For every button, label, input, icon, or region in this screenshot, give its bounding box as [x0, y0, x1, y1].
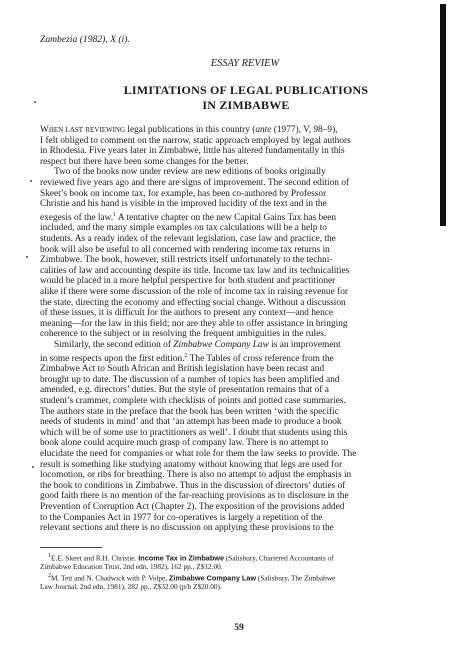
- article-body: [40, 125, 438, 534]
- footnotes: [40, 552, 438, 592]
- scan-speck: [34, 101, 36, 103]
- page-spine-edge: [440, 4, 446, 226]
- article-title-line-1: LIMITATIONS OF LEGAL PUBLICATIONS: [123, 83, 369, 97]
- article-title-line-2: IN ZIMBABWE: [202, 98, 290, 112]
- body-line: student’s crammer, complete with checklists of points and potted case summaries.: [40, 396, 346, 407]
- body-line: in some respects upon the first edition.$^2$ The Tables of cross reference from the: [40, 352, 334, 364]
- body-line: I felt obliged to comment on the narrow, static approach employed by legal authors: [40, 135, 351, 146]
- body-line: locomotion, or ribs for breathing. There is also no attempt to adjust the emphasis in: [40, 470, 352, 481]
- scan-speck: [32, 466, 34, 468]
- body-line: brought up to date. The discussion of a number of topics has been amplified and: [40, 374, 340, 385]
- journal-reference: Zambezia (1982), X (i).: [40, 34, 130, 45]
- body-line: the state, directing the economy and effecting social change. Without a discussion: [40, 297, 346, 308]
- body-line: to the Companies Act in 1977 for co-operatives is largely a repetition of the: [40, 512, 323, 523]
- footnote-divider: [40, 547, 102, 548]
- body-line: When last reviewing legal publications in this country (ante (1977), V, 98–9),: [40, 125, 338, 135]
- body-line: in Rhodesia. Five years later in Zimbabwe, little has altered fundamentally in this: [40, 146, 345, 157]
- body-line: Christie and his hand is visible in the improved lucidity of the text and in the: [40, 199, 327, 210]
- footnote-ref[interactable]: 1: [113, 211, 117, 218]
- lead-in: When last reviewing: [40, 125, 126, 135]
- body-line: of these issues, it is difficult for the authors to present any context—and hence: [40, 308, 334, 319]
- body-line: exegesis of the law.$^1$ A tentative chapter on the new Capital Gains Tax has been: [40, 211, 337, 223]
- page-number: 59: [234, 622, 244, 633]
- body-line: would be placed in a more helpful perspective for both student and practitioner: [40, 276, 336, 287]
- body-line: Zimbabwe. The book, however, still restricts itself unfortunately to the techni-: [40, 255, 333, 266]
- footnote-2-continued: Law Journal, 2nd edn, 1981), 282 pp., Z$32.00 (p/b Z$20.00).: [40, 582, 222, 592]
- body-line: which will be of some use to practitioners as well’. I doubt that students using this: [40, 427, 348, 438]
- section-label: ESSAY REVIEW: [210, 58, 280, 69]
- document-page: [40, 34, 438, 633]
- body-line: alike if there were some discussion of the role of income tax in raising revenue for: [40, 287, 348, 298]
- body-line: meaning—for the law in this field; nor are they able to offer assistance in bringing: [40, 318, 348, 329]
- body-line: elucidate the need for companies or what role for them the law seeks to provide. The: [40, 449, 357, 460]
- body-line: good faith there is no mention of the far-reaching provisions as to disclosure in the: [40, 491, 349, 502]
- body-line: respect but there have been some changes for the better.: [40, 156, 249, 167]
- body-line: Prevention of Corruption Act (Chapter 2). The exposition of the provisions added: [40, 502, 345, 512]
- body-line: The authors state in the preface that the book has been written ‘with the specific: [40, 406, 339, 417]
- body-line: book alone could acquire much grasp of company law. There is no attempt to: [40, 438, 329, 449]
- body-line: coherence to the subject or in resolving the frequent ambiguities in the rules.: [40, 329, 327, 340]
- footnote-1: $^1$E.E. Skeet and R.H. Christie. Income Tax in Zimbabwe (Salisbury, Chartered Accountants of: [48, 552, 334, 563]
- body-line: Similarly, the second edition of Zimbabwe Company Law is an improvement: [54, 339, 341, 350]
- body-line: calities of law and accounting despite its title. Income tax law and its technicalities: [40, 265, 350, 276]
- body-line: book will also be useful to all concerned with rendering income tax returns in: [40, 244, 330, 255]
- body-line: result is something like studying anatomy without knowing that legs are used for: [40, 459, 343, 470]
- footnote-1-continued: Zimbabwe Education Trust, 2nd edn, 1982), 162 pp., Z$12.00.: [40, 562, 223, 571]
- body-line: Skeet’s book on income tax, for example, has been co-authored by Professor: [40, 188, 327, 199]
- footnote-ref[interactable]: 2: [184, 352, 188, 359]
- scan-speck: [26, 256, 28, 258]
- body-line: Zimbabwe Act to South African and British legislation have been recast and: [40, 364, 325, 375]
- body-line: relevant sections and there is no discussion on applying these provisions to the: [40, 523, 334, 534]
- body-line: Two of the books now under review are new editions of books originally: [54, 167, 326, 178]
- body-line: included, and the many simple examples on tax calculations will be a help to: [40, 223, 327, 234]
- footnote-2: $^2$M. Tett and N. Chadwick with P. Volpe, Zimbabwe Company Law (Salisbury, The Zimbabwe: [48, 572, 336, 583]
- body-line: reviewed five years ago and there are signs of improvement. The second edition of: [40, 177, 350, 188]
- body-line: needs of students in mind’ and that ‘an attempt has been made to produce a book: [40, 417, 342, 428]
- body-line: amended, e.g. directors’ duties. But the style of presentation remains that of a: [40, 385, 329, 396]
- body-line: the book to conditions in Zimbabwe. Thus in the discussion of directors’ duties of: [40, 480, 346, 491]
- scan-speck: [30, 180, 32, 182]
- body-line: students. As a ready index of the relevant legislation, case law and practice, the: [40, 234, 336, 245]
